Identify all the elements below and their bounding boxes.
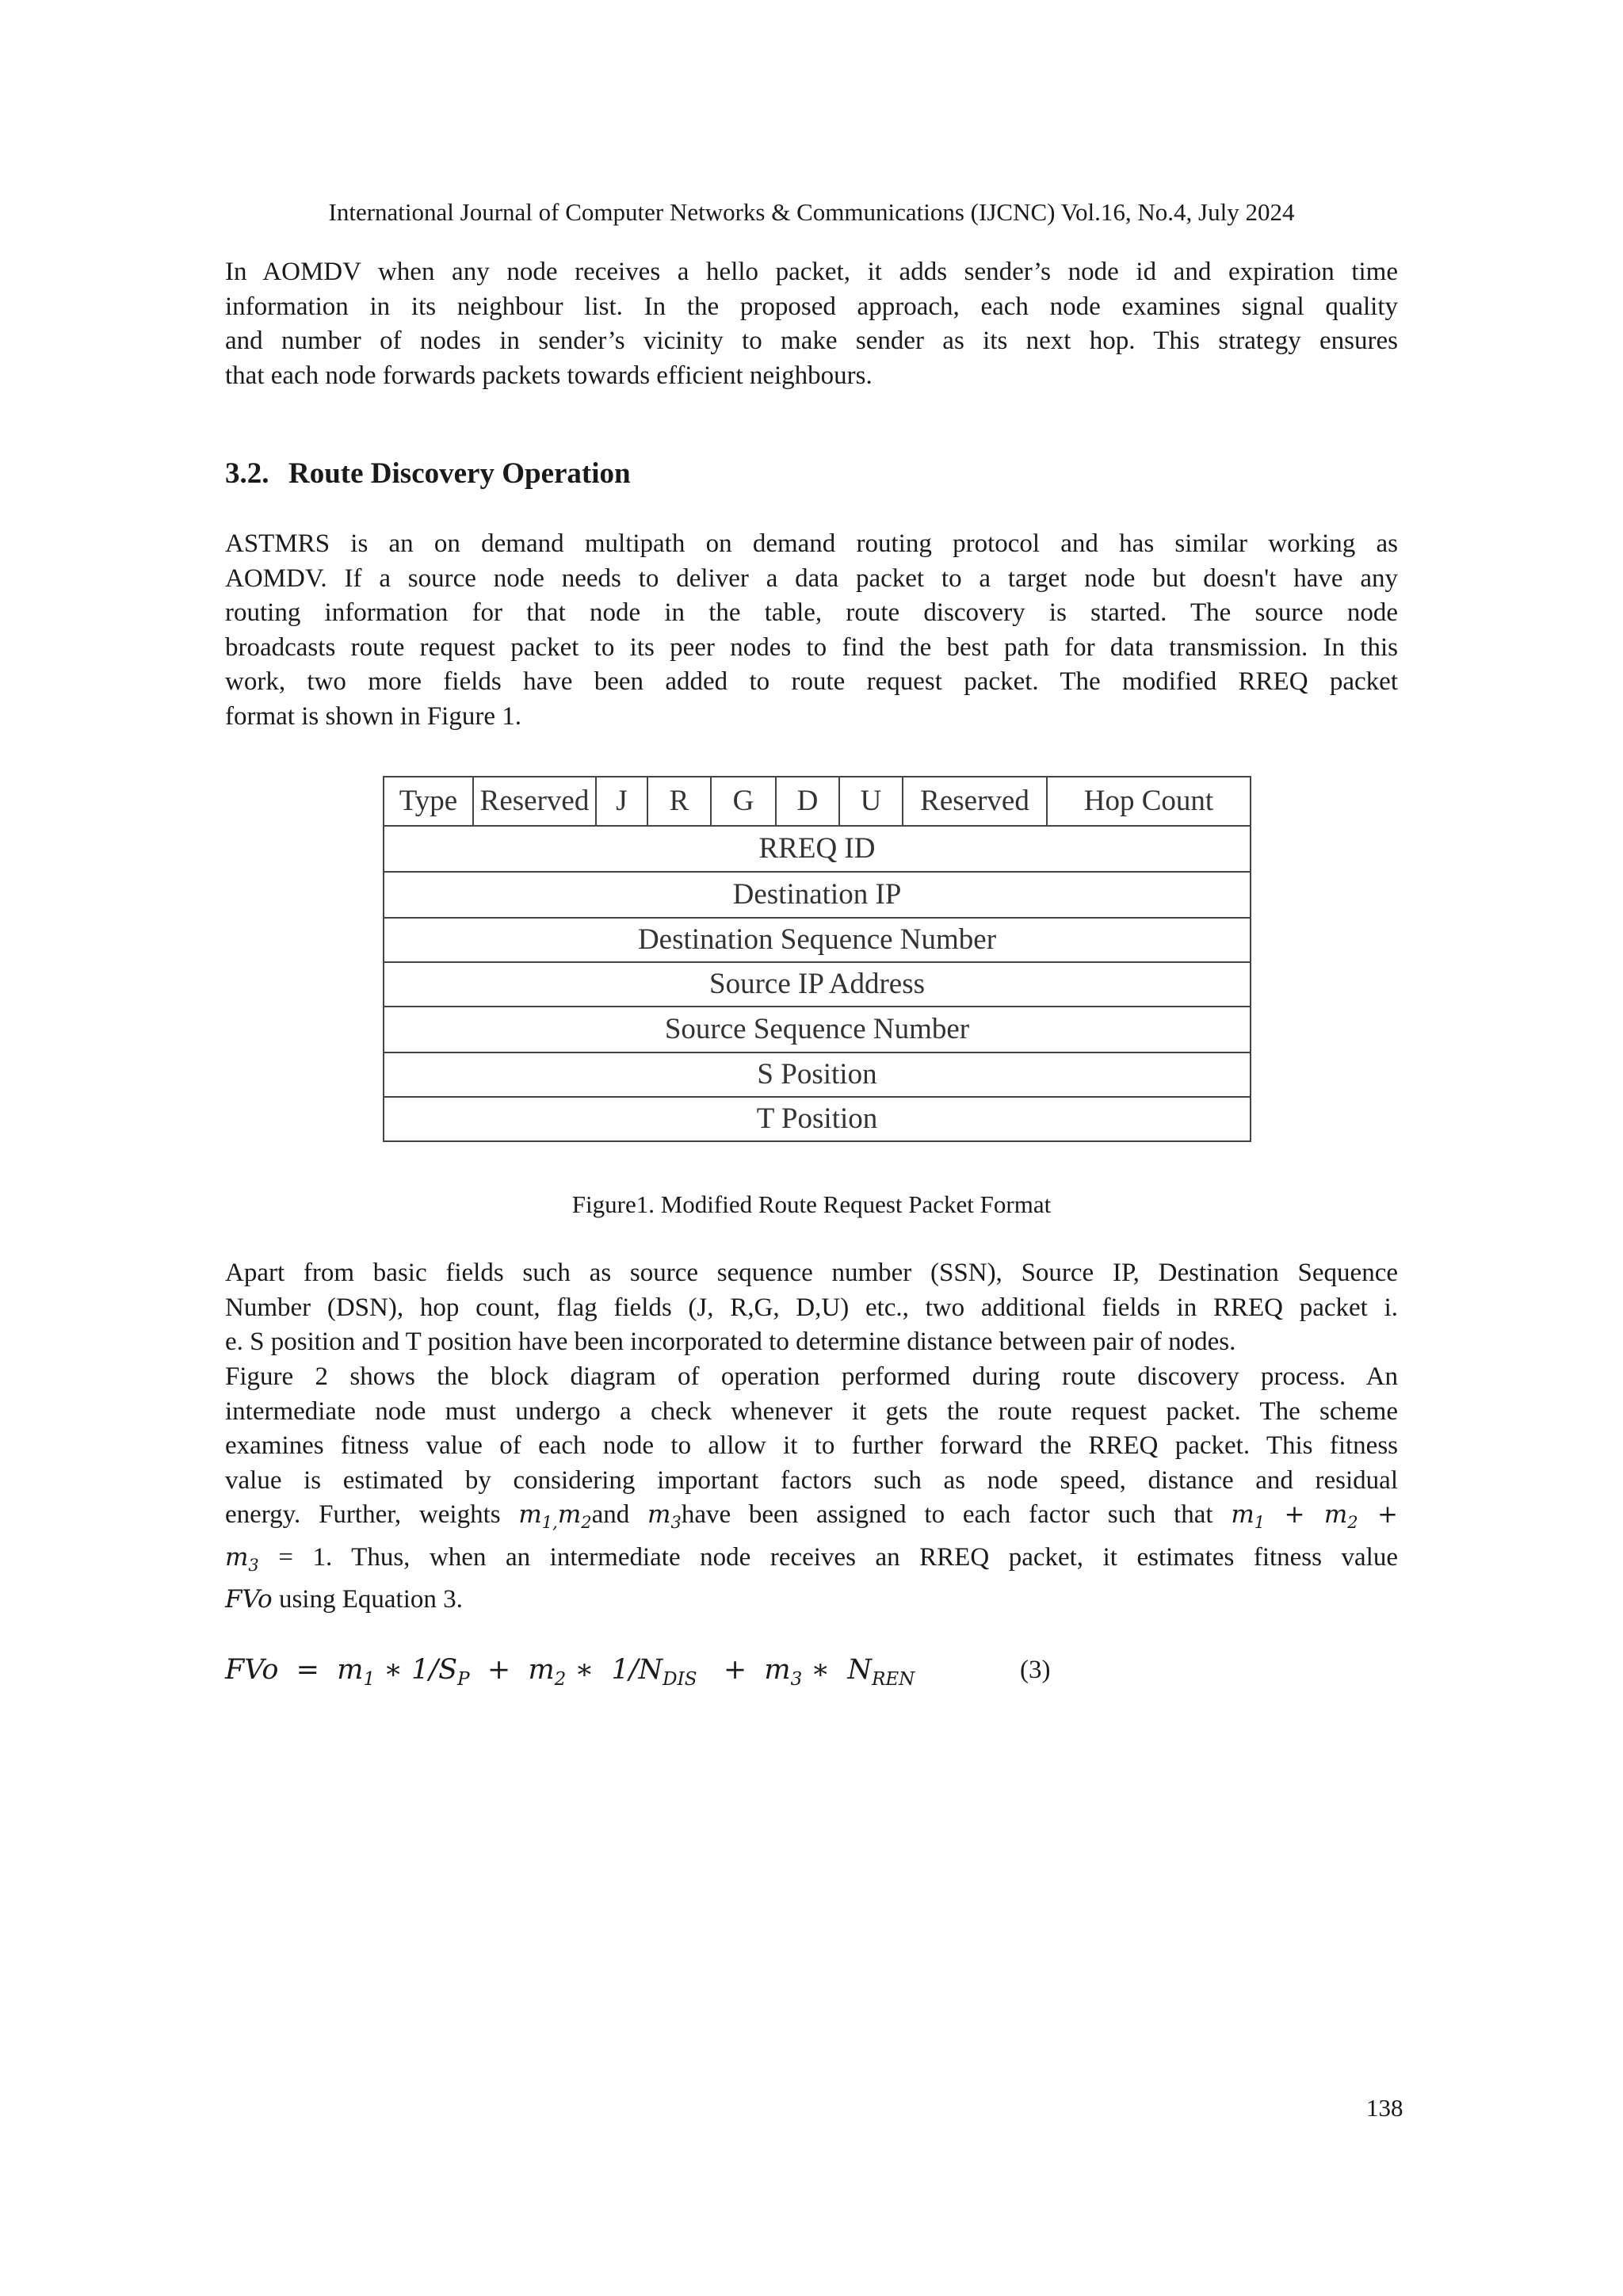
intro-line: In AOMDV when any node receives a hello packet, it adds sender’s node id and expiration time — [225, 258, 1398, 286]
discovery-line: work, two more fields have been added to route request packet. The modified RREQ packet — [225, 667, 1398, 696]
field-u-flag: U — [839, 777, 903, 826]
weights-and-text: and — [591, 1500, 648, 1529]
field-t-position: T Position — [384, 1097, 1251, 1141]
weight-m3: $m_3$ — [647, 1500, 682, 1533]
discovery-line: ASTMRS is an on demand multipath on demand routing protocol and has similar working as — [225, 529, 1398, 558]
fitness-paragraph — [225, 1360, 1398, 1618]
intro-line: and number of nodes in sender’s vicinity to make sender as its next hop. This strategy ensures — [225, 327, 1398, 355]
fitness-sum-line — [225, 1541, 1398, 1584]
field-rreq-id: RREQ ID — [384, 826, 1251, 872]
discovery-line: AOMDV. If a source node needs to deliver a data packet to a target node but doesn't have any — [225, 563, 1398, 593]
weights-text: energy. Further, weights — [225, 1500, 519, 1529]
field-reserved: Reserved — [473, 777, 596, 826]
fvo-suffix-text: using Equation 3. — [272, 1585, 463, 1614]
section-number: 3.2. — [225, 457, 269, 490]
fields-paragraph — [225, 1256, 1398, 1360]
field-destination-sequence-number: Destination Sequence Number — [384, 918, 1251, 962]
fields-line: Apart from basic fields such as source sequence number (SSN), Source IP, Destination Sequence — [225, 1259, 1398, 1287]
weight-m1-m2: $m_{1,}m_2$ — [518, 1500, 592, 1533]
weight-m3-term: $m_3$ — [225, 1542, 259, 1575]
fitness-weights-line — [225, 1498, 1398, 1541]
intro-paragraph — [225, 255, 1398, 393]
discovery-paragraph — [225, 527, 1398, 734]
discovery-line: format is shown in Figure 1. — [225, 701, 521, 731]
section-title: Route Discovery Operation — [288, 457, 631, 490]
fields-line: e. S position and T position have been incorporated to determine distance between pair of nodes. — [225, 1328, 1236, 1356]
fitness-line: Figure 2 shows the block diagram of operation performed during route discovery process. An — [225, 1362, 1398, 1391]
weight-sum-expression: $m_1 + m_2$ + — [1231, 1500, 1398, 1533]
intro-line: that each node forwards packets towards efficient neighbours. — [225, 361, 873, 390]
figure-caption: Figure1. Modified Route Request Packet Format — [571, 1190, 1052, 1218]
fitness-line: intermediate node must undergo a check whenever it gets the route request packet. The scheme — [225, 1396, 1398, 1426]
field-source-ip-address: Source IP Address — [384, 962, 1251, 1007]
field-d-flag: D — [776, 777, 839, 826]
fvo-symbol: FVo — [225, 1585, 273, 1614]
fields-line: Number (DSN), hop count, flag fields (J, R,G, D,U) etc., two additional fields in RREQ packet i. — [225, 1293, 1398, 1322]
journal-header: International Journal of Computer Networks & Communications (IJCNC) Vol.16, No.4, July 2024 — [328, 198, 1295, 226]
weights-mid-text: have been assigned to each factor such that — [681, 1500, 1232, 1529]
discovery-line: broadcasts route request packet to its peer nodes to find the best path for data transmission. In this — [225, 632, 1398, 662]
fitness-line: value is estimated by considering important factors such as node speed, distance and residual — [225, 1465, 1398, 1495]
equation-3 — [225, 1652, 1051, 1698]
field-g-flag: G — [711, 777, 776, 826]
field-j-flag: J — [596, 777, 647, 826]
field-source-sequence-number: Source Sequence Number — [384, 1007, 1251, 1052]
field-hop-count: Hop Count — [1047, 777, 1251, 826]
field-reserved-2: Reserved — [903, 777, 1047, 826]
fitness-line: examines fitness value of each node to allow it to further forward the RREQ packet. This fitness — [225, 1431, 1398, 1460]
rreq-packet-format-figure — [383, 776, 1251, 1142]
field-r-flag: R — [647, 777, 711, 826]
discovery-line: routing information for that node in the table, route discovery is started. The source node — [225, 598, 1398, 627]
fitness-fvo-line — [225, 1583, 1398, 1618]
field-type: Type — [384, 777, 473, 826]
section-heading — [225, 456, 631, 492]
fitness-equation: FVo = $m_1$ ∗ $1/S_P + m_2$ ∗ $1/N_{DIS} + m_3$ ∗ $N_{REN}$ — [225, 1654, 915, 1690]
field-destination-ip: Destination IP — [384, 872, 1251, 918]
field-s-position: S Position — [384, 1052, 1251, 1097]
equation-number: (3) — [1020, 1656, 1051, 1684]
sum-suffix-text: = 1. Thus, when an intermediate node receives an RREQ packet, it estimates fitness value — [258, 1542, 1398, 1572]
page-number: 138 — [1366, 2094, 1403, 2122]
intro-line: information in its neighbour list. In the proposed approach, each node examines signal quality — [225, 292, 1398, 321]
